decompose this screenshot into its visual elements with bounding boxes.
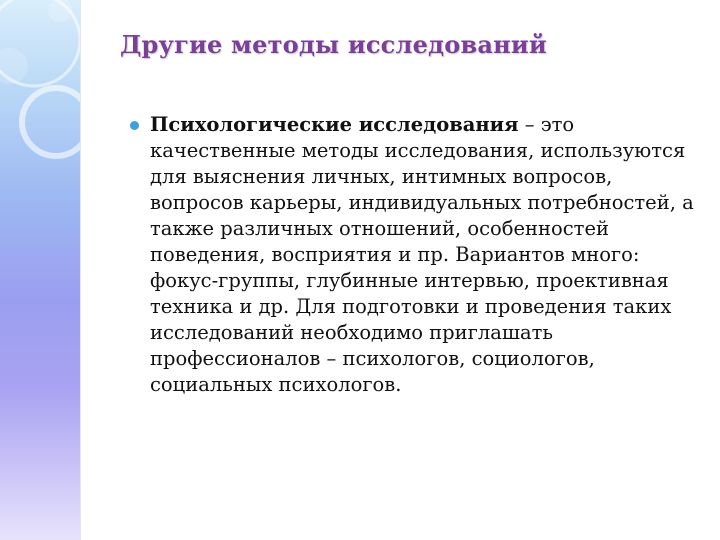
bullet-term: Психологические исследования — [150, 113, 519, 136]
bullet-text: – это качественные методы исследования, используются для выяснения личных, интимных вопросов, вопросов карьеры, индивидуальных потребностей, а также различных отношений, особенностей поведения, восприятия и пр. Вариантов много: фокус-группы, глубинные интервью, проективная техника и др. Для подготовки и проведения таких исследований необходимо приглашать профессионалов – психологов, социологов, социальных психологов. — [150, 113, 694, 396]
bullet-dot-icon — [130, 121, 139, 130]
bullet-list — [150, 112, 710, 398]
bullet-item — [150, 112, 710, 398]
slide-title: Другие методы исследований — [120, 30, 547, 59]
decorative-circles — [0, 0, 80, 540]
decorative-side-band — [0, 0, 80, 540]
side-divider — [80, 0, 81, 540]
